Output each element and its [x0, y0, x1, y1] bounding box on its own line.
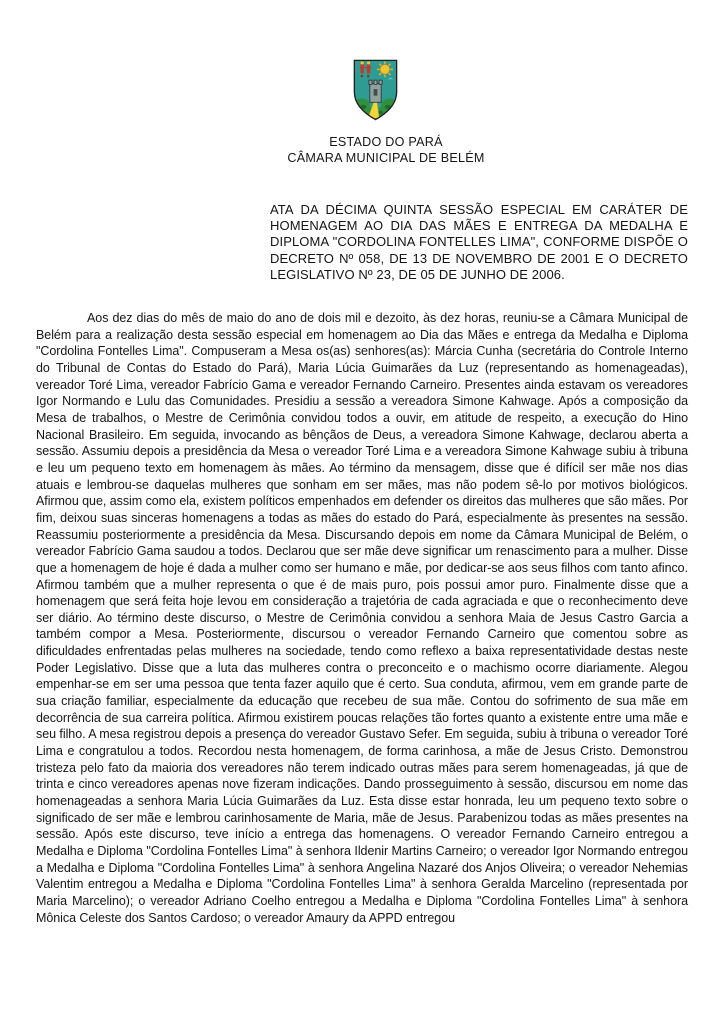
header-chamber-line: CÂMARA MUNICIPAL DE BELÉM: [287, 150, 485, 165]
document-header: [24, 135, 724, 166]
session-title: ATA DA DÉCIMA QUINTA SESSÃO ESPECIAL EM CARÁTER DE HOMENAGEM AO DIA DAS MÃES E ENTREGA DA MEDALHA E DIPLOMA "CORDOLINA FONTELLES LIMA", CONFORME DISPÕE O DECRETO Nº 058, DE 13 DE NOVEMBRO DE 2001 E O DECRETO LEGISLATIVO Nº 23, DE 05 DE JUNHO DE 2006.: [270, 202, 688, 282]
header-state-line: ESTADO DO PARÁ: [329, 135, 443, 149]
minutes-body-paragraph: Aos dez dias do mês de maio do ano de dois mil e dezoito, às dez horas, reuniu-se a Câmara Municipal de Belém para a realização desta sessão especial em homenagem ao Dia das Mães e entrega da Medalha e Diploma "Cordolina Fontelles Lima". Compuseram a Mesa os(as) senhores(as): Márcia Cunha (secretária do Controle Interno do Tribunal de Contas do Estado do Pará), Maria Lúcia Guimarães da Luz (representando as homenageadas), vereador Toré Lima, vereador Fabrício Gama e vereador Fernando Carneiro. Presentes ainda estavam os vereadores Igor Normando e Lulu das Comunidades. Presidiu a sessão a vereadora Simone Kahwage. Após a composição da Mesa de trabalhos, o Mestre de Cerimônia convidou todos a ouvir, em atitude de respeito, a execução do Hino Nacional Brasileiro. Em seguida, invocando as bênçãos de Deus, a vereadora Simone Kahwage, declarou aberta a sessão. Assumiu depois a presidência da Mesa o vereador Toré Lima e a vereadora Simone Kahwage subiu à tribuna e leu um pequeno texto em homenagem às mães. Ao término da mensagem, disse que é difícil ser mãe nos dias atuais e lembrou-se daquelas mulheres que sonham em ser mães, mas não podem sê-lo por motivos biológicos. Afirmou que, assim como ela, existem políticos empenhados em defender os direitos das mulheres que são mães. Por fim, deixou suas sinceras homenagens a todas as mães do estado do Pará, especialmente às presentes na sessão. Reassumiu posteriormente a presidência da Mesa. Discursando depois em nome da Câmara Municipal de Belém, o vereador Fabrício Gama saudou a todos. Declarou que ser mãe deve significar um renascimento para a mulher. Disse que a homenagem de hoje é dada a mulher como ser humano e mãe, por dedicar-se aos seus filhos com tanto afinco. Afirmou também que a mulher representa o que é de mais puro, pois possui amor puro. Finalmente disse que a homenagem que será feita hoje levou em consideração a trajetória de cada agraciada e que o reconhecimento deve ser diário. Ao término deste discurso, o Mestre de Cerimônia convidou a senhora Maia de Jesus Castro Garcia a também compor a Mesa. Posteriormente, discursou o vereador Fernando Carneiro que comentou sobre as dificuldades enfrentadas pelas mulheres na sociedade, tendo como reflexo a baixa representatividade destas neste Poder Legislativo. Disse que a luta das mulheres contra o preconceito e o machismo ocorre diariamente. Alegou empenhar-se em ser uma pessoa que tenta fazer aquilo que é certo. Sua conduta, afirmou, vem em grande parte de sua criação familiar, especialmente da educação que recebeu de sua mãe. Contou do sofrimento de sua mãe em decorrência de sua carreira política. Afirmou existirem poucas relações tão fortes quanto a existente entre uma mãe e seu filho. A mesa registrou depois a presença do vereador Gustavo Sefer. Em seguida, subiu à tribuna o vereador Toré Lima e congratulou a todos. Recordou nesta homenagem, de forma carinhosa, a mãe de Jesus Cristo. Demonstrou tristeza pelo fato da maioria dos vereadores não terem indicado outras mães para serem homenageadas, já que de trinta e cinco vereadores apenas nove fizeram indicações. Dando prosseguimento à sessão, discursou em nome das homenageadas a senhora Maria Lúcia Guimarães da Luz. Esta disse estar honrada, leu um pequeno texto sobre o significado de ser mãe e lembrou carinhosamente de Maria, mãe de Jesus. Parabenizou todas as mães presentes na sessão. Após este discurso, teve início a entrega das homenagens. O vereador Fernando Carneiro entregou a Medalha e Diploma "Cordolina Fontelles Lima" à senhora Ildenir Martins Carneiro; o vereador Igor Normando entregou a Medalha e Diploma "Cordolina Fontelles Lima" à senhora Angelina Nazaré dos Anjos Oliveira; o vereador Nehemias Valentim entregou a Medalha e Diploma "Cordolina Fontelles Lima" à senhora Geralda Marcelino (representada por Maria Marcelino); o vereador Adriano Coelho entregou a Medalha e Diploma "Cordolina Fontelles Lima" à senhora Mônica Celeste dos Santos Cardoso; o vereador Amaury da APPD entregou: [36, 311, 689, 925]
coat-of-arms-belem: [352, 57, 399, 128]
emblem-area: [0, 0, 724, 128]
coat-of-arms-icon: [352, 57, 399, 123]
